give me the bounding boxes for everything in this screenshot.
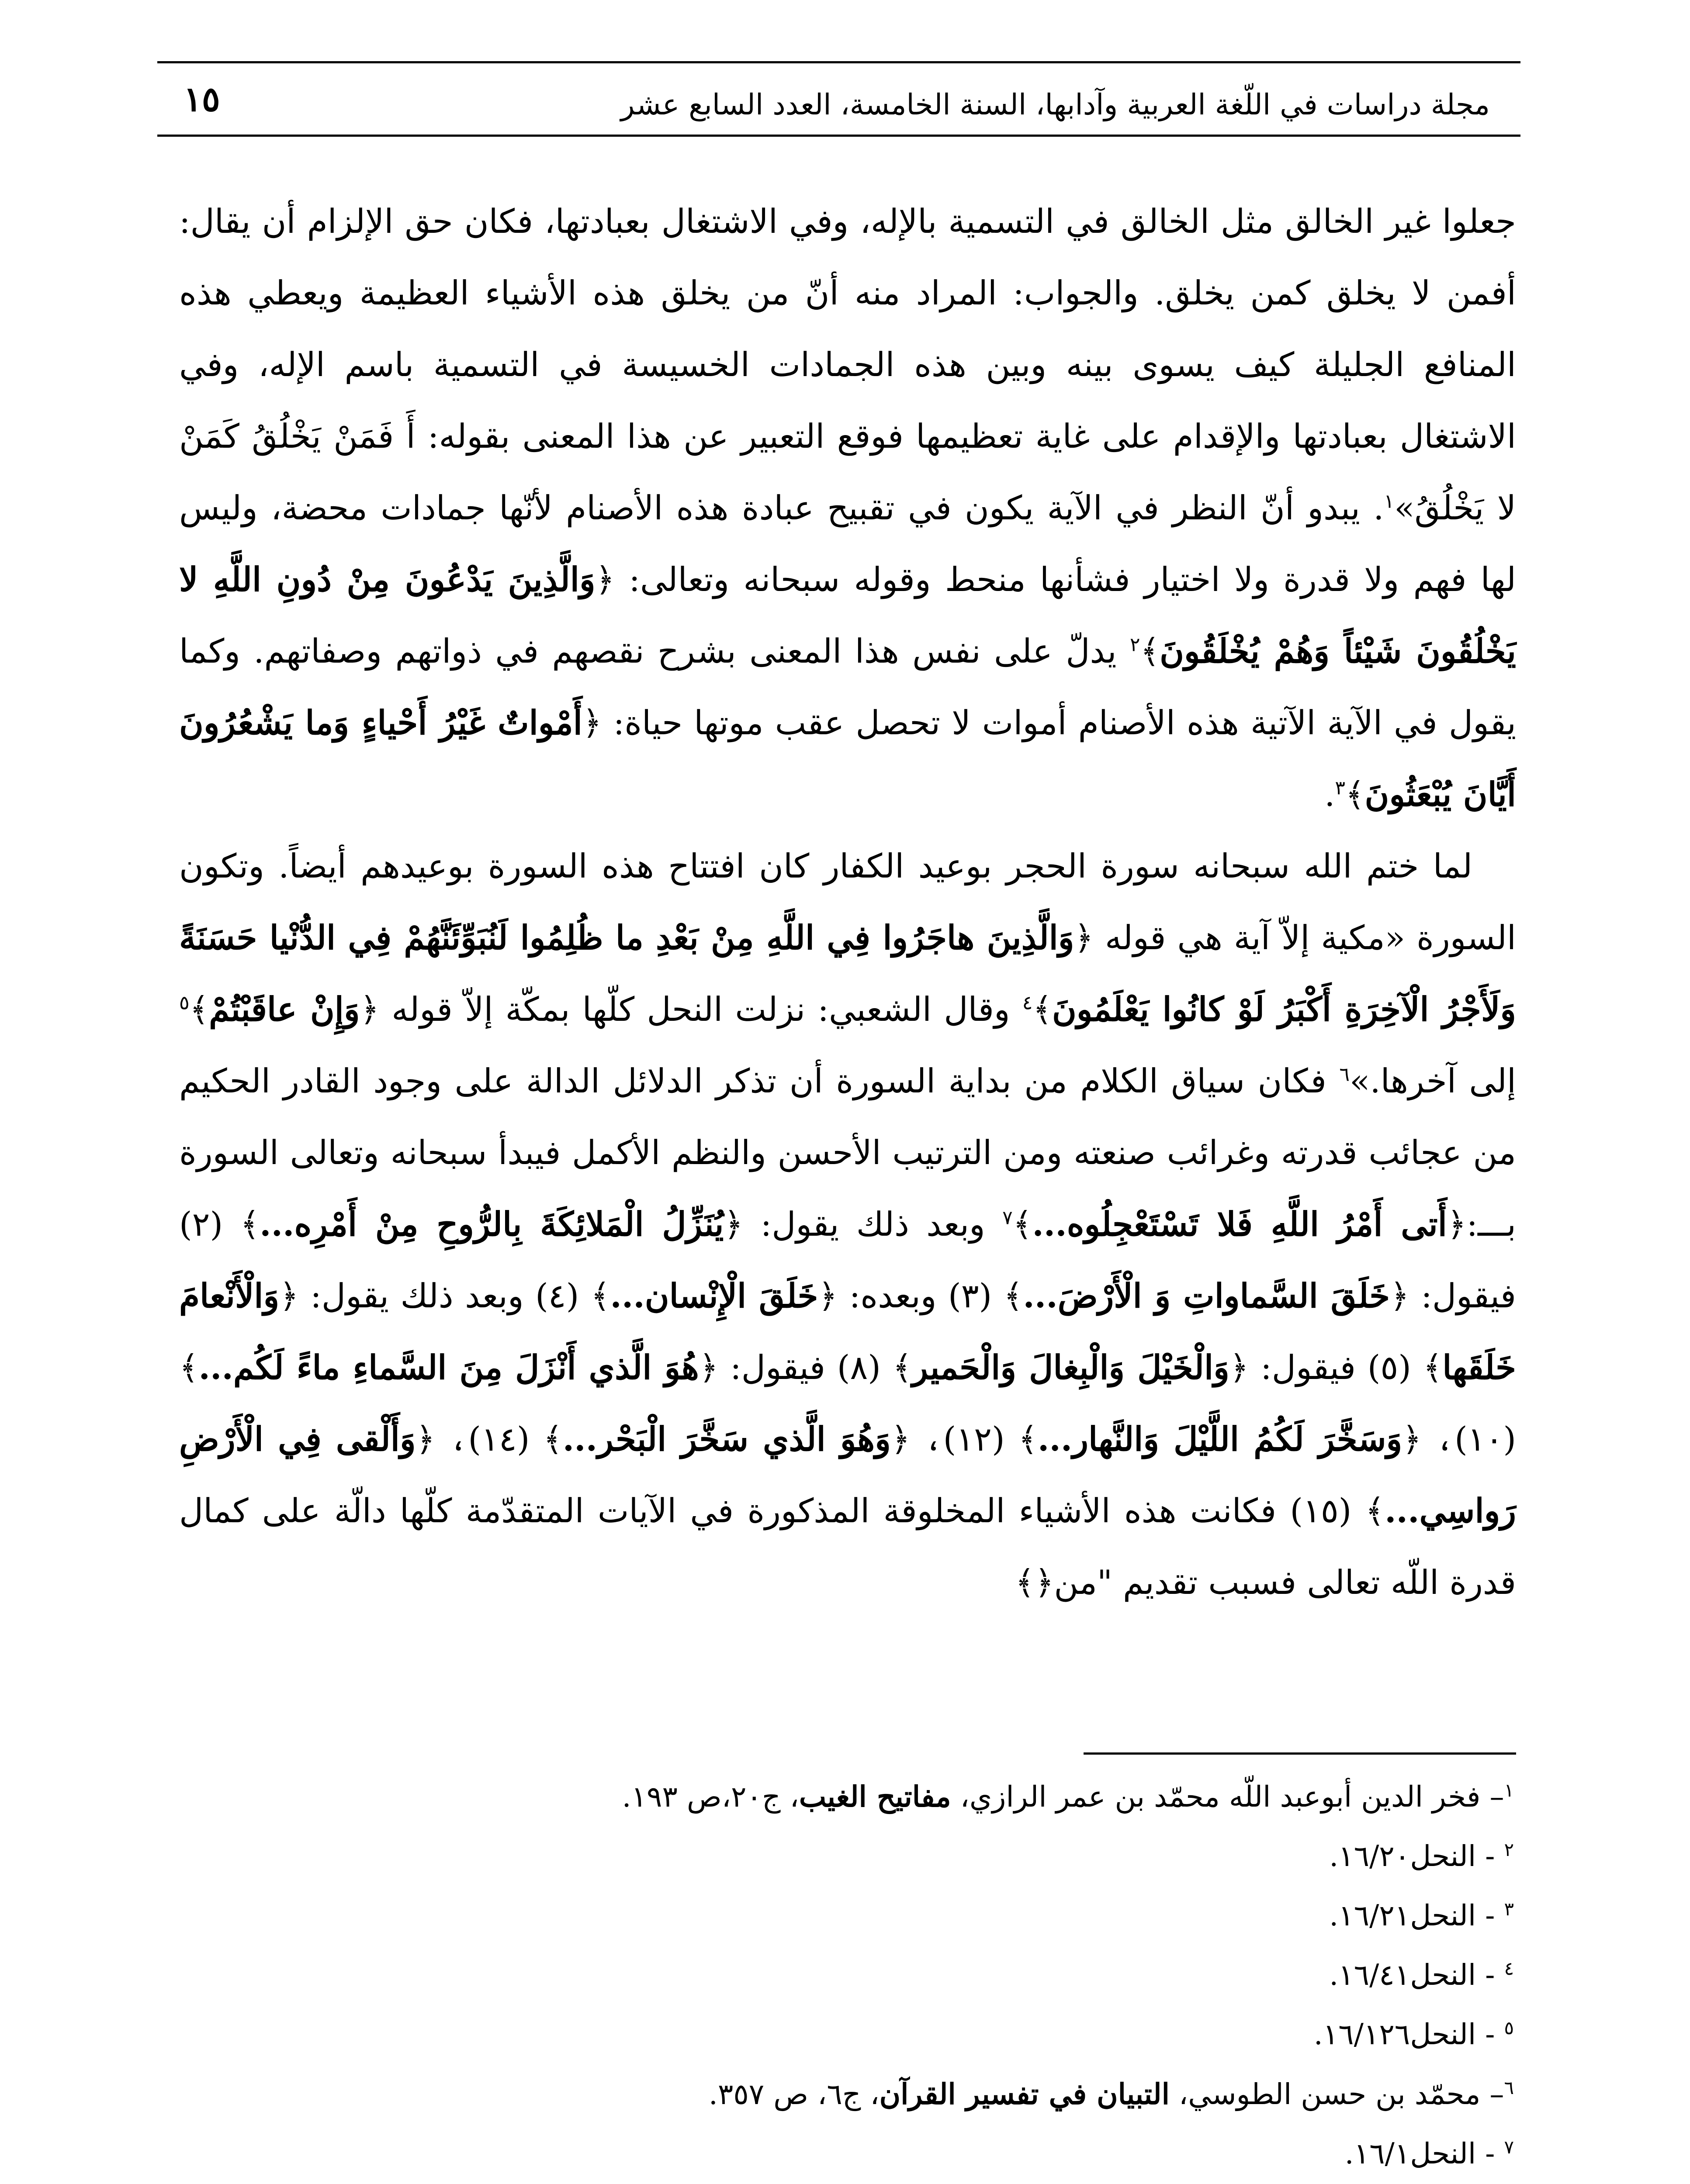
quran-verse: وَسَخَّرَ لَكُمُ اللَّيْلَ وَالنَّهار...	[1037, 1420, 1403, 1458]
ornate-bracket-close: ﴾	[189, 990, 209, 1029]
ornate-bracket-close: ﴾	[590, 1276, 610, 1315]
text-run: .	[1324, 775, 1335, 814]
header-bottom-rule	[157, 135, 1520, 137]
ornate-bracket-open: ﴿	[1074, 918, 1094, 957]
footnote-ref: ٧	[1002, 1206, 1013, 1229]
ornate-bracket-close: ﴾	[1018, 1420, 1038, 1458]
text-run: (١٢)،	[910, 1420, 1018, 1458]
footnote-6	[350, 2064, 1514, 2124]
footnote-text: - النحل١٦/٢٠.	[1329, 1839, 1504, 1873]
ornate-bracket-open: ﴿	[582, 703, 602, 742]
footnote-number: ٤	[1504, 1958, 1514, 1979]
header-top-rule	[157, 61, 1520, 63]
footnote-number: ٢	[1504, 1839, 1514, 1860]
text-run: يدلّ على نفس هذا المعنى بشرح نقصهم في ذواتهم وصفاتهم. وكما يقول في الآية الآتية هذه الأصنام أموات لا تحصل عقب موتها حياة:	[179, 632, 1516, 742]
text-run: (٥) فيقول:	[1249, 1348, 1423, 1387]
footnote-number: ٣	[1504, 1898, 1514, 1920]
footnote-ref: ٤	[1022, 992, 1033, 1014]
ornate-bracket-open: ﴿	[1229, 1348, 1249, 1387]
quran-verse: وَالْخَيْلَ وَالْبِغالَ وَالْحَمير	[912, 1348, 1229, 1387]
quran-verse: يُنَزِّلُ الْمَلائِكَةَ بِالرُّوحِ مِنْ أَمْرِه...	[260, 1205, 724, 1244]
ornate-bracket-open: ﴿	[416, 1420, 436, 1458]
journal-title: مجلة دراسات في اللّغة العربية وآدابها، السنة الخامسة، العدد السابع عشر	[620, 88, 1490, 121]
quran-verse: وَالَّذِينَ هاجَرُوا فِي اللَّهِ مِنْ بَعْدِ ما ظُلِمُوا لَنُبَوِّئَنَّهُمْ فِي الدُّنْيا حَسَنَةً وَلَأَجْرُ الْآخِرَةِ أَكْبَرُ لَوْ كانُوا يَعْلَمُونَ	[179, 918, 1516, 1029]
ornate-bracket-close: ﴾	[1140, 632, 1160, 670]
text-run: (١٤)،	[435, 1420, 544, 1458]
text-run: فكان سياق الكلام من بداية السورة أن تذكر الدلائل الدالة على وجود القادر الحكيم من عجائب قدرته وغرائب صنعته ومن الترتيب الأحسن والنظم الأكمل فيبدأ سبحانه وتعالى السورة بـــ:	[179, 1061, 1516, 1244]
quran-verse: وَالْأَنْعامَ خَلَقَها	[179, 1276, 1516, 1387]
ornate-bracket-open: ﴿	[360, 990, 380, 1029]
ornate-bracket-close: ﴾	[892, 1348, 912, 1387]
footnote-separator	[1084, 1752, 1516, 1755]
body-text	[179, 186, 1516, 1618]
footnote-text: – فخر الدين أبوعبد اللّه محمّد بن عمر الرازي،	[951, 1780, 1504, 1814]
footnote-text: - النحل١٦/٢١.	[1329, 1899, 1504, 1932]
text-run: وقال الشعبي: نزلت النحل كلّها بمكّة إلاّ قوله	[379, 990, 1022, 1029]
quran-verse: وَهُوَ الَّذي سَخَّرَ الْبَحْر...	[562, 1420, 891, 1458]
footnote-4	[350, 1946, 1514, 2005]
footnote-number: ٧	[1504, 2136, 1514, 2158]
text-run: إلى آخرها.»	[1349, 1061, 1516, 1100]
ornate-bracket-close: ﴾	[1012, 1205, 1032, 1244]
footnote-text: ، ج٦، ص ٣٥٧.	[708, 2077, 880, 2111]
paragraph-2	[179, 830, 1516, 1618]
text-run: جعلوا غير الخالق مثل الخالق في التسمية بالإله، وفي الاشتغال بعبادتها، فكان حق الإلزام أن يقال: أفمن لا يخلق كمن يخلق. والجواب: المراد منه أنّ من يخلق هذه الأشياء العظيمة ويعطي هذه المنافع الجليلة كيف يسوى بينه وبين هذه الجمادات الخسيسة في التسمية باسم الإله، وفي الاشتغال بعبادتها والإقدام على غاية تعظيمها فوقع التعبير عن هذا المعنى بقوله: أَ فَمَنْ يَخْلُقُ كَمَنْ لا يَخْلُقُ»	[179, 202, 1516, 527]
footnote-7	[350, 2124, 1514, 2184]
footnote-number: ٥	[1504, 2017, 1514, 2039]
ornate-bracket-open: ﴿	[1390, 1276, 1409, 1315]
footnote-2	[350, 1827, 1514, 1886]
quran-verse: أَتى أَمْرُ اللَّهِ فَلا تَسْتَعْجِلُوه...	[1032, 1205, 1447, 1244]
footnote-book-title: التبيان في تفسير القرآن	[879, 2077, 1170, 2111]
page-header	[157, 52, 1520, 139]
ornate-bracket-open: ﴿	[724, 1205, 744, 1244]
ornate-bracket-open: ﴿	[1402, 1420, 1422, 1458]
footnote-ref: ١	[1384, 490, 1395, 513]
footnote-text: - النحل١٦/٤١.	[1329, 1958, 1504, 1992]
ornate-bracket-open: ﴿	[595, 560, 615, 599]
footnote-number: ١	[1504, 1780, 1514, 1801]
text-run: (١٠)،	[1421, 1420, 1517, 1458]
text-run: لما ختم الله سبحانه سورة الحجر بوعيد الكفار كان افتتاح هذه السورة بوعيدهم أيضاً. وتكون السورة «مكية إلاّ آية هي قوله	[179, 847, 1516, 957]
ornate-bracket-close: ﴾	[1423, 1348, 1443, 1387]
quran-verse: خَلَقَ الْإِنْسان...	[610, 1276, 818, 1315]
page-number: ١٥	[184, 79, 220, 119]
footnote-ref: ٥	[179, 992, 190, 1014]
quran-verse: خَلَقَ السَّماواتِ وَ الْأَرْضَ...	[1023, 1276, 1390, 1315]
footnote-text: ، ج٢٠،ص ١٩٣.	[622, 1780, 799, 1814]
ornate-bracket-open: ﴿	[279, 1276, 299, 1315]
quran-verse: وَأَلْقى فِي الْأَرْضِ رَواسِي...	[179, 1420, 1516, 1530]
ornate-bracket-close: ﴾	[1032, 990, 1052, 1029]
footnote-5	[350, 2005, 1514, 2064]
ornate-bracket-close: ﴾	[179, 1348, 199, 1387]
footnote-text: - النحل١٦/١٢٦.	[1313, 2018, 1504, 2051]
text-run: (٤) وبعد ذلك يقول:	[298, 1276, 591, 1315]
ornate-bracket-close: ﴾	[1003, 1276, 1023, 1315]
ornate-bracket-close: ﴾	[1365, 1491, 1385, 1530]
footnote-ref: ٦	[1339, 1063, 1350, 1086]
footnote-1	[350, 1767, 1514, 1827]
paragraph-1	[179, 186, 1516, 830]
footnote-number: ٦	[1504, 2077, 1514, 2098]
quran-verse: وَإِنْ عاقَبْتُمْ	[209, 990, 360, 1029]
quran-verse: هُوَ الَّذي أَنْزَلَ مِنَ السَّماءِ ماءً لَكُم...	[198, 1348, 699, 1387]
ornate-bracket-close: ﴾	[543, 1420, 563, 1458]
footnote-text: – محمّد بن حسن الطوسي،	[1169, 2077, 1504, 2111]
footnote-ref: ٣	[1335, 777, 1346, 799]
text-run: وبعد ذلك يقول:	[743, 1205, 1003, 1244]
text-run: . يبدو أنّ النظر في الآية يكون في تقبيح عبادة هذه الأصنام لأنّها جمادات محضة، وليس لها فهم ولا قدرة ولا اختيار فشأنها منحط وقوله سبحانه وتعالى:	[179, 488, 1516, 599]
quran-verse: أَمْواتٌ غَيْرُ أَحْياءٍ وَما يَشْعُرُونَ أَيَّانَ يُبْعَثُونَ	[179, 703, 1516, 814]
ornate-bracket-open: ﴿	[818, 1276, 838, 1315]
text-run: (٨) فيقول:	[718, 1348, 893, 1387]
text-run: (٢) فيقول:	[179, 1205, 1517, 1315]
ornate-bracket-open: ﴿	[890, 1420, 911, 1458]
ornate-bracket-open: ﴿	[699, 1348, 719, 1387]
text-run: (١٥) فكانت هذه الأشياء المخلوقة المذكورة في الآيات المتقدّمة كلّها دالّة على كمال قدرة اللّه تعالى فسبب تقديم "من	[179, 1491, 1516, 1602]
text-run: (٣) وبعده:	[838, 1276, 1004, 1315]
ornate-bracket-close: ﴾	[240, 1205, 260, 1244]
ornate-bracket-open: ﴿	[1447, 1205, 1467, 1244]
footnote-3	[350, 1886, 1514, 1946]
quran-verse: وَالَّذِينَ يَدْعُونَ مِنْ دُونِ اللَّهِ لا يَخْلُقُونَ شَيْئاً وَهُمْ يُخْلَقُونَ	[179, 560, 1516, 670]
footnote-ref: ٢	[1129, 633, 1140, 656]
ornate-bracket-close: ﴾	[1345, 775, 1365, 814]
ornate-bracket-open: ﴿	[1034, 1563, 1054, 1602]
footnotes	[350, 1767, 1514, 2184]
ornate-bracket-close: ﴾	[1015, 1563, 1035, 1602]
footnote-text: - النحل١٦/١.	[1344, 2137, 1504, 2170]
footnote-book-title: مفاتيح الغيب	[799, 1780, 951, 1814]
